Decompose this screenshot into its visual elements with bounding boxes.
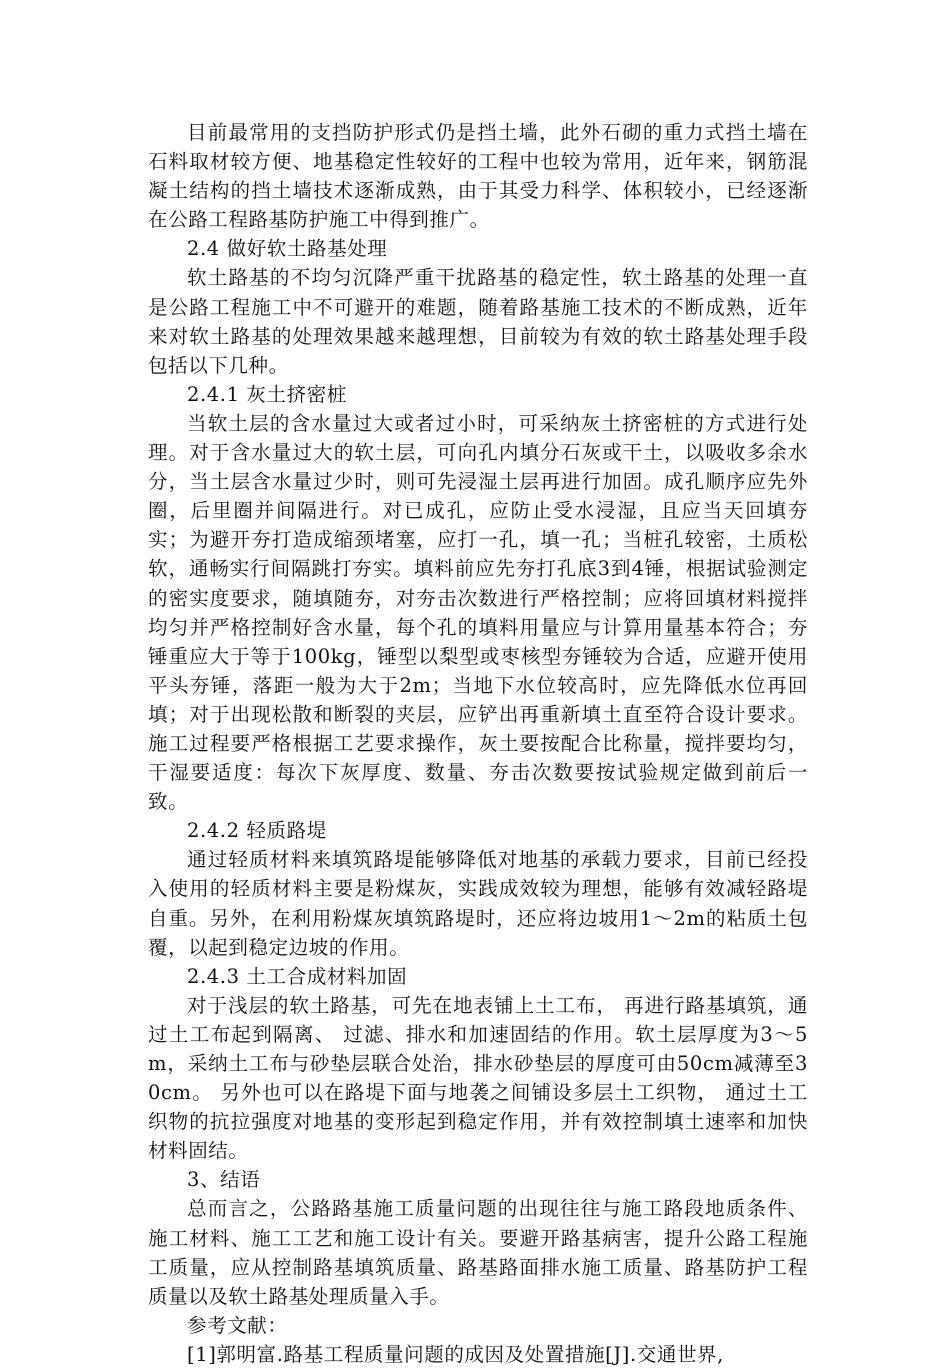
heading-2-4-2: 2.4.2 轻质路堤 (187, 819, 327, 843)
document-body (148, 118, 808, 1369)
paragraph-retaining-wall: 目前最常用的支挡防护形式仍是挡土墙，此外石砌的重力式挡土墙在石料取材较方便、地基稳定性较好的工程中也较为常用，近年来，钢筋混凝土结构的挡土墙技术逐渐成熟，由于其受力科学、体积较小，已经逐渐在公路工程路基防护施工中得到推广。 (148, 121, 808, 232)
heading-references: 参考文献： (187, 1313, 288, 1337)
paragraph-soft-soil-intro: 软土路基的不均匀沉降严重干扰路基的稳定性，软土路基的处理一直是公路工程施工中不可避开的难题，随着路基施工技术的不断成熟，近年来对软土路基的处理效果越来越理想，目前较为有效的软土路基处理手段包括以下几种。 (148, 266, 808, 377)
heading-2-4-3: 2.4.3 土工合成材料加固 (187, 964, 408, 988)
paragraph-light-embankment: 通过轻质材料来填筑路堤能够降低对地基的承载力要求，目前已经投入使用的轻质材料主要是粉煤灰，实践成效较为理想，能够有效减轻路堤自重。另外，在利用粉煤灰填筑路堤时，还应将边坡用1～2m的粘质土包覆，以起到稳定边坡的作用。 (148, 848, 808, 959)
paragraph-lime-soil-pile: 当软土层的含水量过大或者过小时，可采纳灰土挤密桩的方式进行处理。对于含水量过大的软土层，可向孔内填分石灰或干土，以吸收多余水分，当土层含水量过少时，则可先浸湿土层再进行加固。成孔顺序应先外圈，后里圈并间隔进行。对已成孔，应防止受水浸湿，且应当天回填夯实；为避开夯打造成缩颈堵塞，应打一孔，填一孔；当桩孔较密，土质松软，通畅实行间隔跳打夯实。填料前应先夯打孔底3到4锤，根据试验测定的密实度要求，随填随夯，对夯击次数进行严格控制；应将回填材料搅拌均匀并严格控制好含水量，每个孔的填料用量应与计算用量基本符合；夯锤重应大于等于100kg，锤型以梨型或枣核型夯锤较为合适，应避开使用平头夯锤，落距一般为大于2m；当地下水位较高时，应先降低水位再回填；对于出现松散和断裂的夹层，应铲出再重新填土直至符合设计要求。施工过程要严格根据工艺要求操作，灰土要按配合比称量，搅拌要均匀，干湿要适度：每次下灰厚度、数量、夯击次数要按试验规定做到前后一致。 (148, 411, 808, 814)
heading-conclusion: 3、结语 (187, 1168, 261, 1192)
heading-2-4: 2.4 做好软土路基处理 (187, 237, 388, 261)
paragraph-geosynthetics: 对于浅层的软土路基，可先在地表铺上土工布， 再进行路基填筑，通过土工布起到隔离、 过滤、排水和加速固结的作用。软土层厚度为3～5m，采纳土工布与砂垫层联合处治，排水砂垫层的厚度可由50cm减薄至30cm。 另外也可以在路堤下面与地袭之间铺设多层土工织物， 通过土工织物的抗拉强度对地基的变形起到稳定作用，并有效控制填土速率和加快材料固结。 (148, 993, 808, 1163)
reference-item-1: [1]郭明富.路基工程质量问题的成因及处置措施[J].交通世界, (187, 1342, 724, 1366)
heading-2-4-1: 2.4.1 灰土挤密桩 (187, 382, 347, 406)
paragraph-conclusion: 总而言之，公路路基施工质量问题的出现往往与施工路段地质条件、施工材料、施工工艺和施工设计有关。要避开路基病害，提升公路工程施工质量，应从控制路基填筑质量、路基路面排水施工质量、路基防护工程质量以及软土路基处理质量入手。 (148, 1197, 808, 1308)
